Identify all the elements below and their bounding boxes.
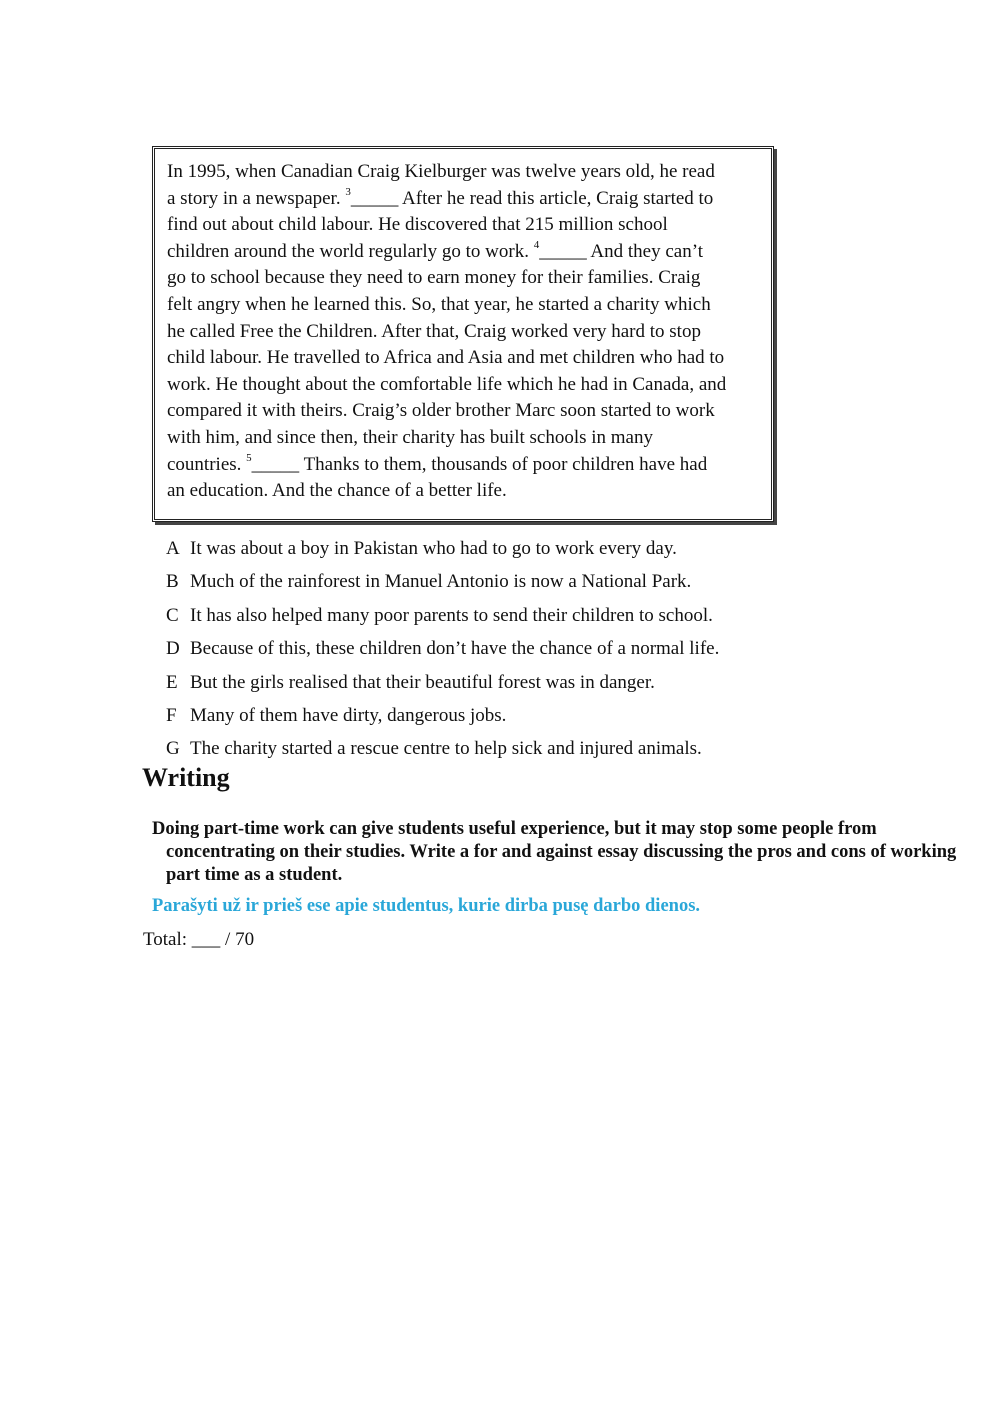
writing-prompt: Doing part-time work can give students useful experience, but it may stop some people from concentrating on their studies. Write a for and against essay discussing the pros and cons of working part time as a student. xyxy=(152,819,957,885)
writing-heading: Writing xyxy=(142,763,230,792)
gap-number-3: 3 xyxy=(345,186,351,199)
option-d xyxy=(166,632,719,665)
option-g xyxy=(166,732,719,765)
option-text: But the girls realised that their beautiful forest was in danger. xyxy=(190,671,655,693)
answer-options-list xyxy=(166,532,719,766)
option-letter: D xyxy=(166,638,180,660)
passage-line: with him, and since then, their charity has built schools in many xyxy=(167,426,653,448)
option-text: It has also helped many poor parents to send their children to school. xyxy=(190,604,713,626)
passage-line: he called Free the Children. After that, Craig worked very hard to stop xyxy=(167,320,701,342)
passage-line: compared it with theirs. Craig’s older brother Marc soon started to work xyxy=(167,400,715,422)
passage-line: work. He thought about the comfortable life which he had in Canada, and xyxy=(167,373,727,395)
option-text: Many of them have dirty, dangerous jobs. xyxy=(190,705,507,727)
reading-passage xyxy=(167,159,767,505)
gap-number-4: 4 xyxy=(533,239,540,252)
option-letter: A xyxy=(166,538,180,559)
option-a xyxy=(166,532,719,565)
passage-line: children around the world regularly go to work. $^4$_____ And they can’t xyxy=(167,239,703,262)
passage-line: countries. $^5$_____ Thanks to them, thousands of poor children have had xyxy=(167,452,708,475)
option-letter: G xyxy=(166,738,180,760)
option-text: Because of this, these children don’t have the chance of a normal life. xyxy=(190,638,720,660)
passage-line: an education. And the chance of a better life. xyxy=(167,480,507,502)
option-b xyxy=(166,565,719,598)
option-letter: E xyxy=(166,671,178,693)
option-f xyxy=(166,699,719,732)
gap-5-line: _____ Thanks to them, thousands of poor children have had xyxy=(251,453,708,475)
option-c xyxy=(166,599,719,632)
writing-translation: Parašyti už ir prieš ese apie studentus, kurie dirba pusę darbo dienos. xyxy=(152,896,701,916)
passage-line: find out about child labour. He discovered that 215 million school xyxy=(167,214,668,236)
passage-line: felt angry when he learned this. So, that year, he started a charity which xyxy=(167,293,711,315)
gap-4-line: _____ And they can’t xyxy=(539,240,703,262)
gap-number-5: 5 xyxy=(246,452,252,465)
option-e xyxy=(166,666,719,699)
gap-3-line: _____ After he read this article, Craig started to xyxy=(350,187,714,209)
passage-line: In 1995, when Canadian Craig Kielburger was twelve years old, he read xyxy=(167,161,715,182)
total-score: Total: ___ / 70 xyxy=(143,929,255,950)
passage-line: a story in a newspaper. $^3$_____ After he read this article, Craig started to xyxy=(167,186,714,209)
option-text: It was about a boy in Pakistan who had to go to work every day. xyxy=(190,538,677,559)
option-text: Much of the rainforest in Manuel Antonio is now a National Park. xyxy=(190,571,692,593)
option-text: The charity started a rescue centre to help sick and injured animals. xyxy=(190,738,702,760)
option-letter: C xyxy=(166,604,179,626)
option-letter: B xyxy=(166,571,179,593)
reading-passage-box xyxy=(152,146,774,522)
option-letter: F xyxy=(166,705,177,727)
passage-line: child labour. He travelled to Africa and Asia and met children who had to xyxy=(167,347,725,369)
passage-line: go to school because they need to earn money for their families. Craig xyxy=(167,267,701,289)
